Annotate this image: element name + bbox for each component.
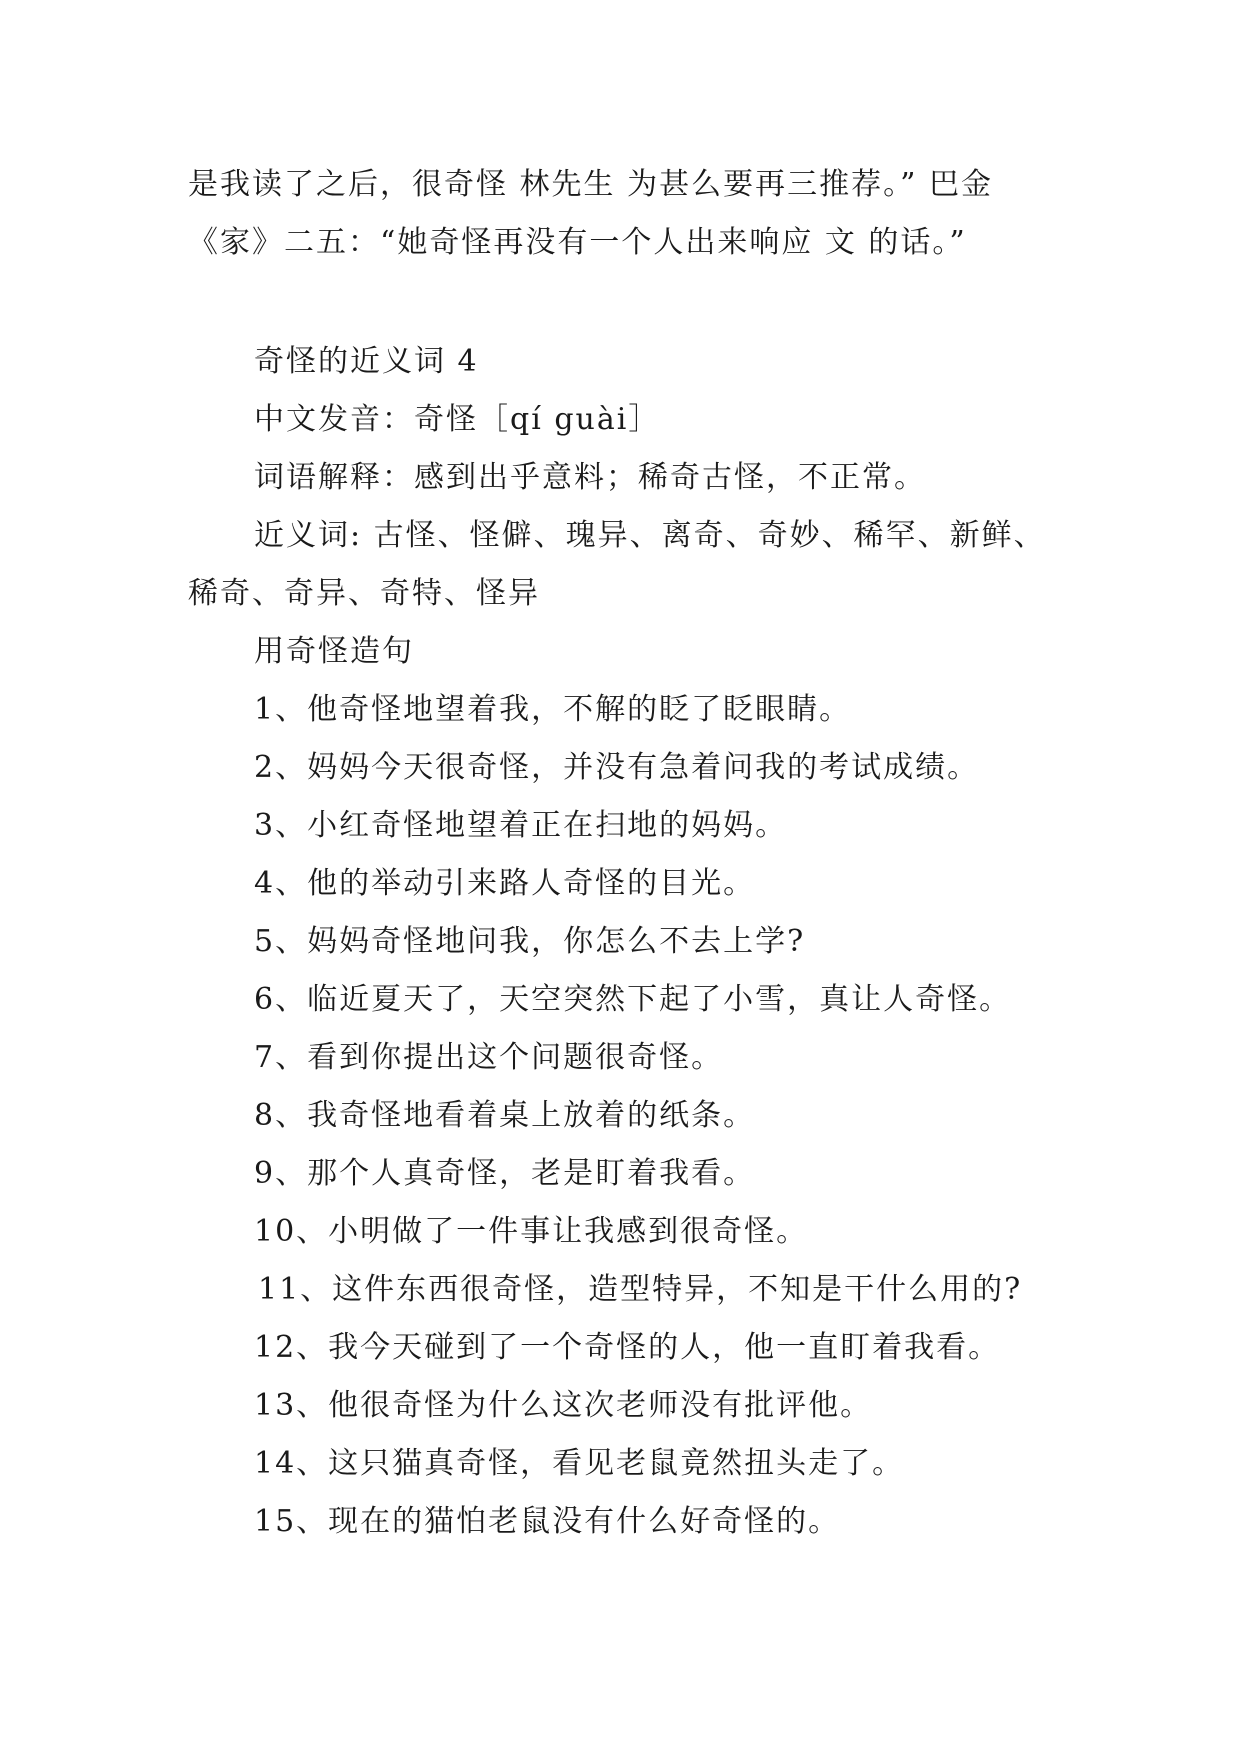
quote-line-2: 《家》二五：“她奇怪再没有一个人出来响应 文 的话。” <box>188 225 967 260</box>
example-sentence-3: 3、小红奇怪地望着正在扫地的妈妈。 <box>254 808 788 843</box>
synonyms-line-1: 近义词: 古怪、怪僻、瑰异、离奇、奇妙、稀罕、新鲜、 <box>254 518 1046 553</box>
section-title: 奇怪的近义词 4 <box>254 344 479 379</box>
example-sentence-2: 2、妈妈今天很奇怪，并没有急着问我的考试成绩。 <box>254 750 980 785</box>
definition-line: 词语解释：感到出乎意料；稀奇古怪，不正常。 <box>254 460 926 495</box>
example-sentence-1: 1、他奇怪地望着我，不解的眨了眨眼睛。 <box>254 692 852 727</box>
example-sentence-8: 8、我奇怪地看着桌上放着的纸条。 <box>254 1098 756 1133</box>
pronunciation-line: 中文发音：奇怪［qí guài］ <box>254 402 661 437</box>
example-sentence-14: 14、这只猫真奇怪，看见老鼠竟然扭头走了。 <box>254 1446 905 1481</box>
example-sentence-13: 13、他很奇怪为什么这次老师没有批评他。 <box>254 1388 873 1423</box>
quote-line-1: 是我读了之后，很奇怪 林先生 为甚么要再三推荐。” 巴金 <box>188 167 993 202</box>
example-sentence-6: 6、临近夏天了，天空突然下起了小雪，真让人奇怪。 <box>254 982 1012 1017</box>
example-sentence-9: 9、那个人真奇怪，老是盯着我看。 <box>254 1156 756 1191</box>
synonyms-line-2: 稀奇、奇异、奇特、怪异 <box>188 576 540 611</box>
example-sentence-10: 10、小明做了一件事让我感到很奇怪。 <box>254 1214 809 1249</box>
example-sentence-12: 12、我今天碰到了一个奇怪的人，他一直盯着我看。 <box>254 1330 1001 1365</box>
examples-heading: 用奇怪造句 <box>254 634 414 669</box>
example-sentence-5: 5、妈妈奇怪地问我，你怎么不去上学? <box>254 924 806 959</box>
example-sentence-7: 7、看到你提出这个问题很奇怪。 <box>254 1040 724 1075</box>
example-sentence-11: 11、这件东西很奇怪，造型特异，不知是干什么用的? <box>258 1272 1023 1307</box>
example-sentence-4: 4、他的举动引来路人奇怪的目光。 <box>254 866 756 901</box>
example-sentence-15: 15、现在的猫怕老鼠没有什么好奇怪的。 <box>254 1504 841 1539</box>
